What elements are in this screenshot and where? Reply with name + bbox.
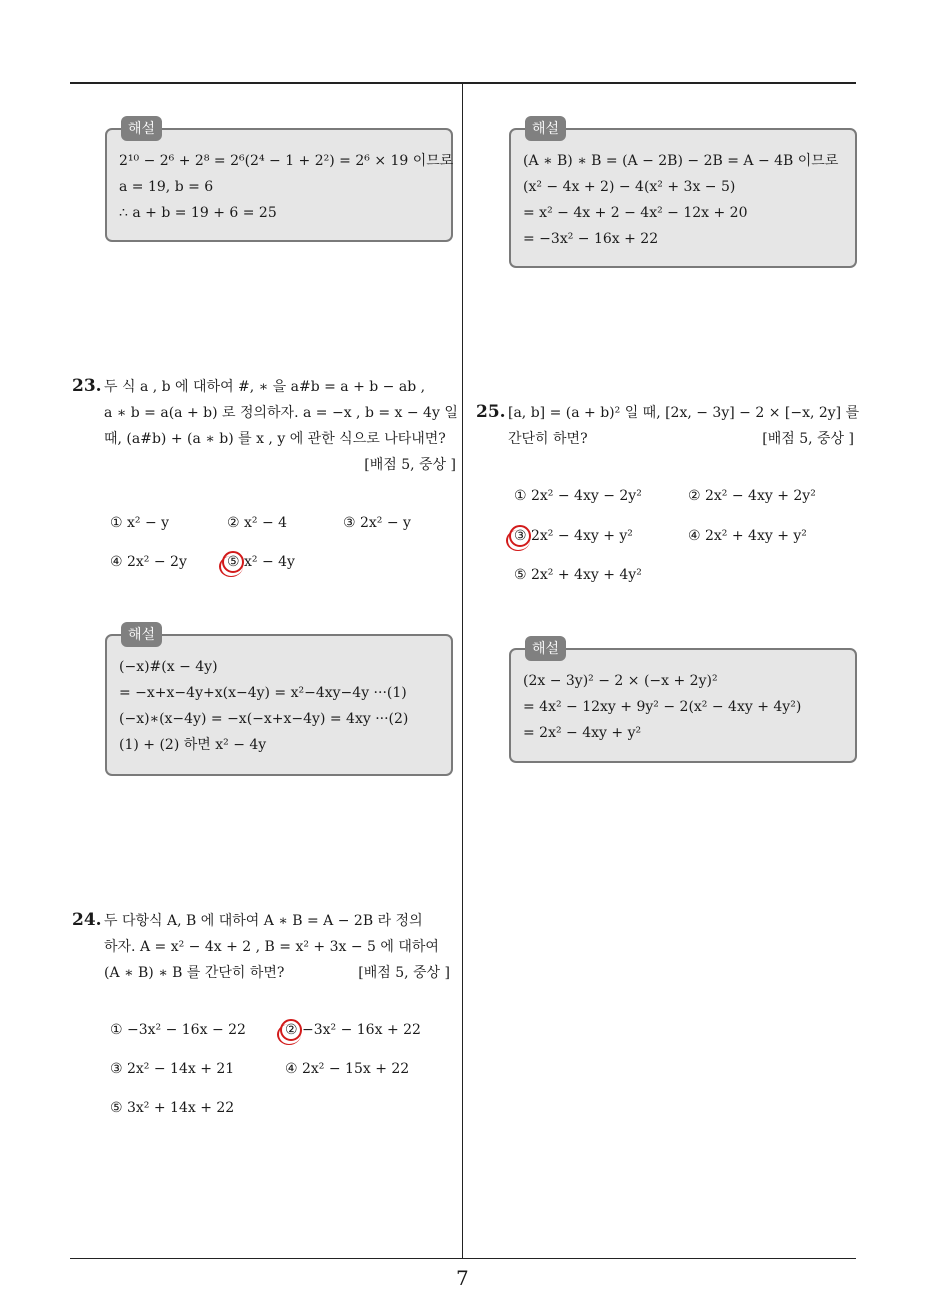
option-3[interactable]: ③ 2x² − 14x + 21 <box>110 1061 235 1077</box>
solution-line: (−x)∗(x−4y) = −x(−x+x−4y) = 4xy ···(2) <box>119 711 409 727</box>
solution-tag: 해설 <box>121 116 162 141</box>
question-number-25: 25. <box>476 402 506 422</box>
option-1[interactable]: ① −3x² − 16x − 22 <box>110 1022 246 1038</box>
answer-mark-circle <box>280 1019 302 1041</box>
top-rule <box>70 82 856 84</box>
option-5[interactable]: ⑤ x² − 4y <box>227 554 295 570</box>
solution-tag: 해설 <box>525 116 566 141</box>
option-3[interactable]: ③ 2x² − y <box>343 515 411 531</box>
question-number-23: 23. <box>72 376 102 396</box>
question-number-24: 24. <box>72 910 102 930</box>
question-line: 때, (a#b) + (a ∗ b) 를 x , y 에 관한 식으로 나타내면? <box>104 431 446 447</box>
option-2[interactable]: ② x² − 4 <box>227 515 288 531</box>
question-line-text: 간단히 하면? <box>508 431 588 447</box>
question-25-text <box>508 400 860 452</box>
solution-line: = x² − 4x + 2 − 4x² − 12x + 20 <box>523 205 748 221</box>
column-divider <box>462 82 463 1258</box>
solution-box-prev-right <box>509 121 857 268</box>
question-line-text: (A ∗ B) ∗ B 를 간단히 하면? <box>104 965 285 981</box>
question-points: [배점 5, 중상 ] <box>364 457 456 473</box>
question-line: 두 식 a , b 에 대하여 #, ∗ 을 a#b = a + b − ab , <box>104 379 426 395</box>
solution-line: = −x+x−4y+x(x−4y) = x²−4xy−4y ···(1) <box>119 685 407 701</box>
bottom-rule <box>70 1258 856 1259</box>
question-line: 하자. A = x² − 4x + 2 , B = x² + 3x − 5 에 대하여 <box>104 939 439 955</box>
option-3[interactable]: ③ 2x² − 4xy + y² <box>514 528 633 544</box>
question-24-text <box>104 908 456 986</box>
question-23-text <box>104 374 456 478</box>
option-5[interactable]: ⑤ 2x² + 4xy + 4y² <box>514 567 642 583</box>
page-number: 7 <box>456 1266 469 1290</box>
solution-line: (1) + (2) 하면 x² − 4y <box>119 737 267 753</box>
solution-box-prev-left <box>105 121 454 242</box>
option-4[interactable]: ④ 2x² + 4xy + y² <box>688 528 807 544</box>
question-points: [배점 5, 중상 ] <box>358 965 450 981</box>
question-line <box>104 960 456 986</box>
solution-box-23 <box>105 627 453 776</box>
solution-line: (2x − 3y)² − 2 × (−x + 2y)² <box>523 673 718 689</box>
solution-tag: 해설 <box>525 636 566 661</box>
solution-line: = −3x² − 16x + 22 <box>523 231 659 247</box>
solution-line: ∴ a + b = 19 + 6 = 25 <box>119 205 277 221</box>
solution-tag: 해설 <box>121 622 162 647</box>
option-4[interactable]: ④ 2x² − 15x + 22 <box>285 1061 410 1077</box>
option-5[interactable]: ⑤ 3x² + 14x + 22 <box>110 1100 235 1116</box>
solution-line: (A ∗ B) ∗ B = (A − 2B) − 2B = A − 4B 이므로 <box>523 153 839 169</box>
option-1[interactable]: ① x² − y <box>110 515 170 531</box>
question-line: [a, b] = (a + b)² 일 때, [2x, − 3y] − 2 × [−x, 2y] 를 <box>508 405 860 421</box>
question-line <box>508 426 860 452</box>
option-2[interactable]: ② 2x² − 4xy + 2y² <box>688 488 816 504</box>
solution-line: (x² − 4x + 2) − 4(x² + 3x − 5) <box>523 179 736 195</box>
option-1[interactable]: ① 2x² − 4xy − 2y² <box>514 488 642 504</box>
answer-mark-circle <box>509 525 531 547</box>
solution-line: = 4x² − 12xy + 9y² − 2(x² − 4xy + 4y²) <box>523 699 802 715</box>
solution-line: (−x)#(x − 4y) <box>119 659 218 675</box>
solution-line: a = 19, b = 6 <box>119 179 214 195</box>
question-line: 두 다항식 A, B 에 대하여 A ∗ B = A − 2B 라 정의 <box>104 913 423 929</box>
question-points: [배점 5, 중상 ] <box>762 431 854 447</box>
solution-line: = 2x² − 4xy + y² <box>523 725 642 741</box>
question-line: a ∗ b = a(a + b) 로 정의하자. a = −x , b = x − 4y 일 <box>104 405 458 421</box>
solution-box-25 <box>509 641 857 763</box>
solution-line: 2¹⁰ − 2⁶ + 2⁸ = 2⁶(2⁴ − 1 + 2²) = 2⁶ × 19 이므로 <box>119 153 454 169</box>
option-2[interactable]: ② −3x² − 16x + 22 <box>285 1022 421 1038</box>
option-4[interactable]: ④ 2x² − 2y <box>110 554 187 570</box>
answer-mark-circle <box>222 551 244 573</box>
